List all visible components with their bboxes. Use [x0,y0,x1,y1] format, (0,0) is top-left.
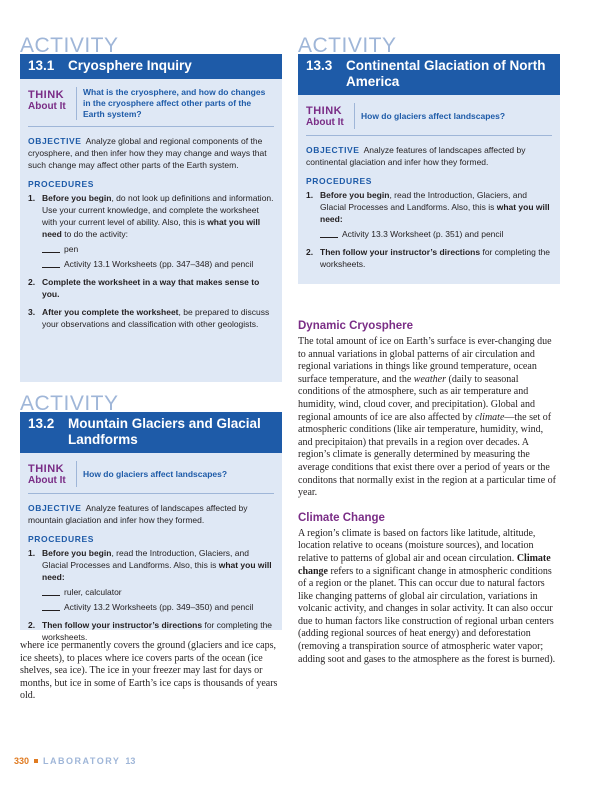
procedure-list [28,547,274,643]
objective-label: OBJECTIVE [28,503,82,513]
body-paragraph: where ice permanently covers the ground (glaciers and ice caps, ice sheets), to places where ice covers parts of the ocean (ice shelves, sea ice). The ice in your freezer may last for days or months, but ice in some of Earth’s ice caps is thousands of years old. [20,640,278,702]
procedures-label: PROCEDURES [28,534,94,544]
checklist-item: Activity 13.1 Worksheets (pp. 347–348) and pencil [42,258,274,270]
procedure-step: 1. Before you begin, read the Introduction, Glaciers, and Glacial Processes and Landforms. Also, this is what you will need: ruler, calculator Activity 13.2 Worksheets (pp. 349–350) and pencil [28,547,274,613]
section-heading: Dynamic Cryosphere [298,320,414,332]
procedures-label: PROCEDURES [306,176,372,186]
objective-text: Analyze global and regional components of the cryosphere, and then infer how they may change and ways that such change may affect other parts of the Earth system. [28,136,267,170]
footer-section: LABORATORY [43,756,121,766]
procedure-step: 2. Complete the worksheet in a way that makes sense to you. [28,277,260,299]
left-column [20,36,282,703]
body-paragraph: The total amount of ice on Earth’s surface is ever-changing due to annual variations in global patterns of air circulation and regional variations in things like ground temperature, ocean surface temperature, and the weather (daily to seasonal conditions of the atmosphere, such as air temperature and humidity, wind, cloud cover, and precipitation). Global and regional amounts of ice are also affected by climate—the set of atmospheric conditions (like air temperature, humidity, wind, and precipitaion) that prevails in a region over decades. A region’s climate is generally determined by measuring the average conditions that exist there over a period of years or the conditons that normally exist in the region at a particular time of year. [298,336,556,499]
bullet-icon [34,759,38,763]
checkbox-line[interactable] [42,243,60,253]
activity-title: Continental Glaciation of North America [346,58,546,89]
about-it-label: About It [28,475,66,486]
section-heading: Climate Change [298,511,385,524]
think-about-it [306,103,552,136]
procedure-step: 3. After you complete the worksheet, be prepared to discuss your observations and classification with other geologists. [28,307,270,329]
activity-label: ACTIVITY [298,36,397,54]
think-about-it [28,87,274,127]
procedures-label: PROCEDURES [28,179,94,189]
procedure-step: 2. Then follow your instructor’s directions for completing the worksheets. [306,247,551,269]
page-footer [14,756,135,766]
dynamic-cryosphere-section [298,320,560,500]
activity-header [298,54,560,95]
activity-title: Mountain Glaciers and Glacial Landforms [68,416,261,447]
checklist-item: pen [42,243,274,255]
think-label: THINK [28,463,65,475]
activity-header [20,54,282,79]
activity-label: ACTIVITY [20,36,119,54]
procedure-list [28,192,274,330]
procedure-list [306,189,552,270]
climate-change-section [298,512,560,667]
checkbox-line[interactable] [42,586,60,596]
about-it-label: About It [306,117,344,128]
procedure-step: 1. Before you begin, read the Introduction, Glaciers, and Glacial Processes and Landforms. Also, this is what you will need: Activity 13.3 Worksheet (p. 351) and pencil [306,189,552,240]
activity-13-2 [20,394,282,642]
objective [306,144,552,168]
objective [28,135,274,171]
checklist-item: Activity 13.3 Worksheet (p. 351) and pencil [320,228,552,240]
activity-title: Cryosphere Inquiry [68,58,192,73]
checklist-item: Activity 13.2 Worksheets (pp. 349–350) and pencil [42,601,274,613]
procedure-step: 2. Then follow your instructor’s directions for completing the worksheets. [28,620,273,642]
think-question: What is the cryosphere, and how do changes in the cryosphere affect other parts of the Earth system? [83,87,266,119]
objective [28,502,274,526]
objective-text: Analyze features of landscapes affected by continental glaciation and infer how they formed. [306,145,526,167]
footer-lab-number: 13 [125,756,136,766]
checkbox-line[interactable] [42,258,60,268]
think-label: THINK [306,105,343,117]
objective-label: OBJECTIVE [28,136,82,146]
activity-label: ACTIVITY [20,394,119,412]
procedure-step: 1. Before you begin, do not look up definitions and information. Use your current knowledge, and complete the worksheet with your current level of ability. Also, this is what you will need to do the activity: pen Activity 13.1 Worksheets (pp. 347–348) and pencil [28,193,274,269]
think-about-it [28,461,274,494]
checkbox-line[interactable] [42,601,60,611]
objective-label: OBJECTIVE [306,145,360,155]
activity-13-3 [298,36,560,284]
about-it-label: About It [28,101,66,112]
activity-number: 13.3 [306,58,333,73]
checklist-item: ruler, calculator [42,586,274,598]
right-column [298,36,560,666]
activity-number: 13.1 [28,58,55,73]
objective-text: Analyze features of landscapes affected by mountain glaciation and infer how they formed. [28,503,248,525]
page-number: 330 [14,756,30,766]
think-question: How do glaciers affect landscapes? [361,110,506,121]
body-paragraph: A region’s climate is based on factors like latitude, altitude, location relative to oceans (moisture sources), and location relative to patterns of global air and ocean circulation. Climate change refers to a significant change in atmospheric conditions of a region or the planet. This can occur due to natural factors like changing patterns of global air circulation, variations in volcanic activity, and changes in solar activity. It can also occur due to human factors like construction of regional urban centers (adding regional sources of heat energy) and deforestation (removing a transpiration source of atmospheric water vapor; adding soot and gases to the atmosphere as the forest is burned). [298,527,556,665]
checkbox-line[interactable] [320,228,338,238]
activity-number: 13.2 [28,416,55,431]
think-label: THINK [28,89,65,101]
activity-13-1 [20,36,282,382]
think-question: How do glaciers affect landscapes? [83,468,228,479]
activity-header [20,412,282,453]
